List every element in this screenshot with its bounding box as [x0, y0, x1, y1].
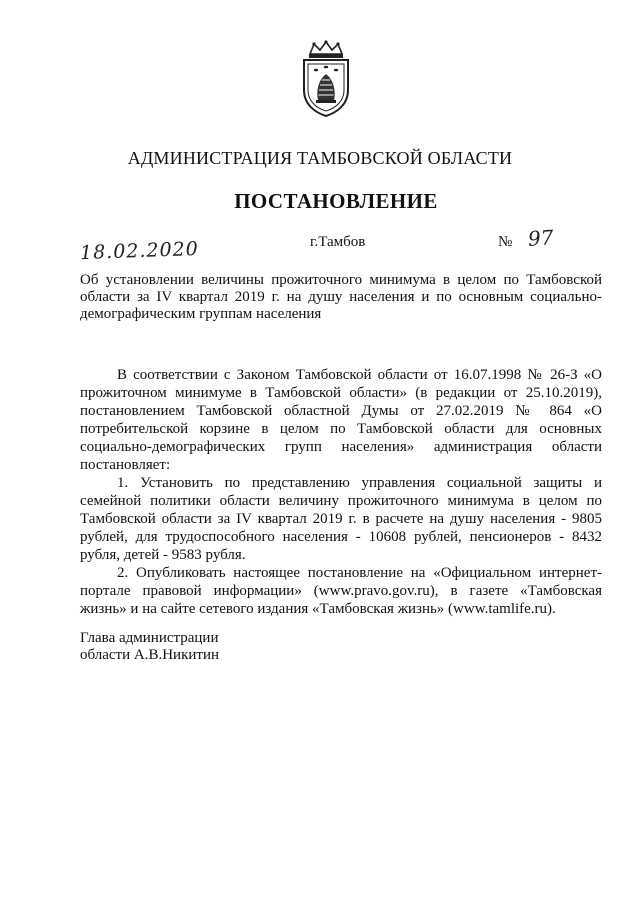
document-number-label: № — [498, 234, 513, 250]
item-1-paragraph: 1. Установить по представлению управления социальной защиты и семейной политики области величину прожиточного минимума в целом по Тамбовской области за IV квартал 2019 г. в расчете на душу населения - 9805 рублей, для трудоспособного населения - 10608 рублей, пенсионеров - 8432 рубля, детей - 9583 рубля. — [80, 475, 602, 563]
document-city: г.Тамбов — [310, 234, 366, 250]
document-type-title: ПОСТАНОВЛЕНИЕ — [234, 189, 438, 213]
signature-position: Глава администрации — [80, 630, 219, 646]
coat-of-arms-icon — [296, 40, 356, 120]
document-date: 18.02.2020 — [79, 237, 200, 265]
organization-title: АДМИНИСТРАЦИЯ ТАМБОВСКОЙ ОБЛАСТИ — [127, 148, 513, 168]
signature-name: области А.В.Никитин — [80, 647, 220, 663]
item-2-paragraph: 2. Опубликовать настоящее постановление на «Официальном интернет-портале правовой информации» (www.pravo.gov.ru), в газете «Тамбовская жизнь» и на сайте сетевого издания «Тамбовская жизнь» (www.tamlife.ru). — [80, 565, 602, 617]
document-number: 97 — [527, 225, 555, 251]
document-body — [80, 366, 602, 618]
document-subject: Об установлении величины прожиточного минимума в целом по Тамбовской области за IV квартал 2019 г. на душу населения и по основным социально-демографическим группам населения — [80, 272, 602, 322]
signature-block — [80, 630, 219, 664]
preamble-paragraph: В соответствии с Законом Тамбовской области от 16.07.1998 № 26-З «О прожиточном минимуме в Тамбовской области» (в редакции от 25.10.2019), постановлением Тамбовской областной Думы от 27.02.2019 № 864 «О потребительской корзине в целом по Тамбовской области для основных социально-демографических групп населения» администрация области постановляет: — [80, 367, 602, 473]
